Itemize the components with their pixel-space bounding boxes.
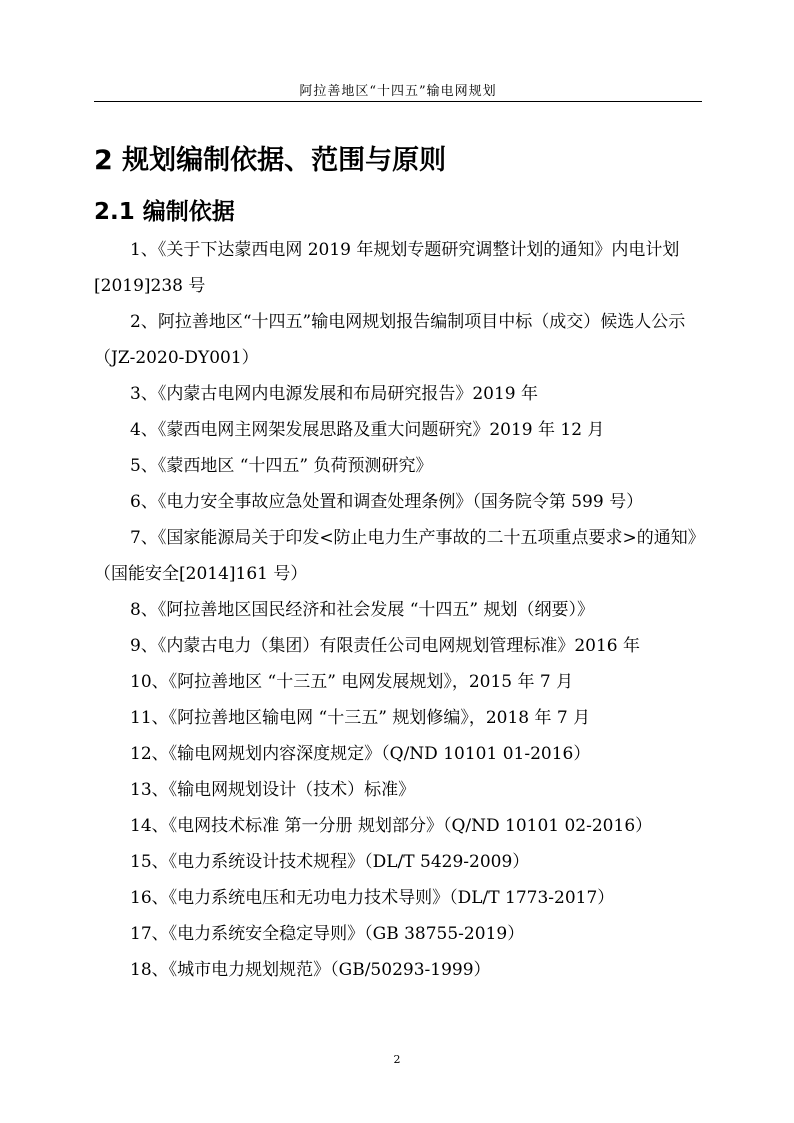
- reference-item: 12、《输电网规划内容深度规定》（Q/ND 10101 01-2016）: [130, 744, 591, 764]
- running-header: 阿拉善地区“十四五”输电网规划: [299, 84, 497, 99]
- reference-item: 17、《电力系统安全稳定导则》（GB 38755-2019）: [130, 924, 525, 944]
- header-divider: [94, 101, 702, 102]
- reference-item: 2、阿拉善地区“十四五”输电网规划报告编制项目中标（成交）候选人公示（JZ-2020-DY001）: [94, 312, 686, 368]
- reference-item: 5、《蒙西地区 “十四五” 负荷预测研究》: [130, 456, 433, 476]
- reference-item: 1、《关于下达蒙西电网 2019 年规划专题研究调整计划的通知》内电计划[2019]238 号: [94, 240, 680, 296]
- subsection-heading: 2.1 编制依据: [94, 199, 235, 225]
- reference-item: 4、《蒙西电网主网架发展思路及重大问题研究》2019 年 12 月: [130, 420, 605, 440]
- reference-item: 14、《电网技术标准 第一分册 规划部分》（Q/ND 10101 02-2016）: [130, 816, 653, 836]
- reference-item: 3、《内蒙古电网内电源发展和布局研究报告》2019 年: [130, 384, 538, 404]
- reference-item: 11、《阿拉善地区输电网 “十三五” 规划修编》，2018 年 7 月: [130, 708, 591, 728]
- reference-item: 15、《电力系统设计技术规程》（DL/T 5429-2009）: [130, 852, 530, 872]
- reference-item: 18、《城市电力规划规范》（GB/50293-1999）: [130, 960, 491, 980]
- reference-item: 13、《输电网规划设计（技术）标准》: [130, 780, 416, 800]
- page-number: 2: [393, 1053, 401, 1066]
- reference-item: 7、《国家能源局关于印发<防止电力生产事故的二十五项重点要求>的通知》（国能安全[2014]161 号）: [94, 528, 705, 584]
- reference-item: 9、《内蒙古电力（集团）有限责任公司电网规划管理标准》2016 年: [130, 636, 640, 656]
- section-heading: 2 规划编制依据、范围与原则: [94, 145, 447, 176]
- reference-item: 10、《阿拉善地区 “十三五” 电网发展规划》，2015 年 7 月: [130, 672, 574, 692]
- reference-item: 6、《电力安全事故应急处置和调查处理条例》（国务院令第 599 号）: [130, 492, 644, 512]
- reference-list: [94, 232, 708, 988]
- reference-item: 8、《阿拉善地区国民经济和社会发展 “十四五” 规划（纲要）》: [130, 600, 595, 620]
- reference-item: 16、《电力系统电压和无功电力技术导则》（DL/T 1773-2017）: [130, 888, 615, 908]
